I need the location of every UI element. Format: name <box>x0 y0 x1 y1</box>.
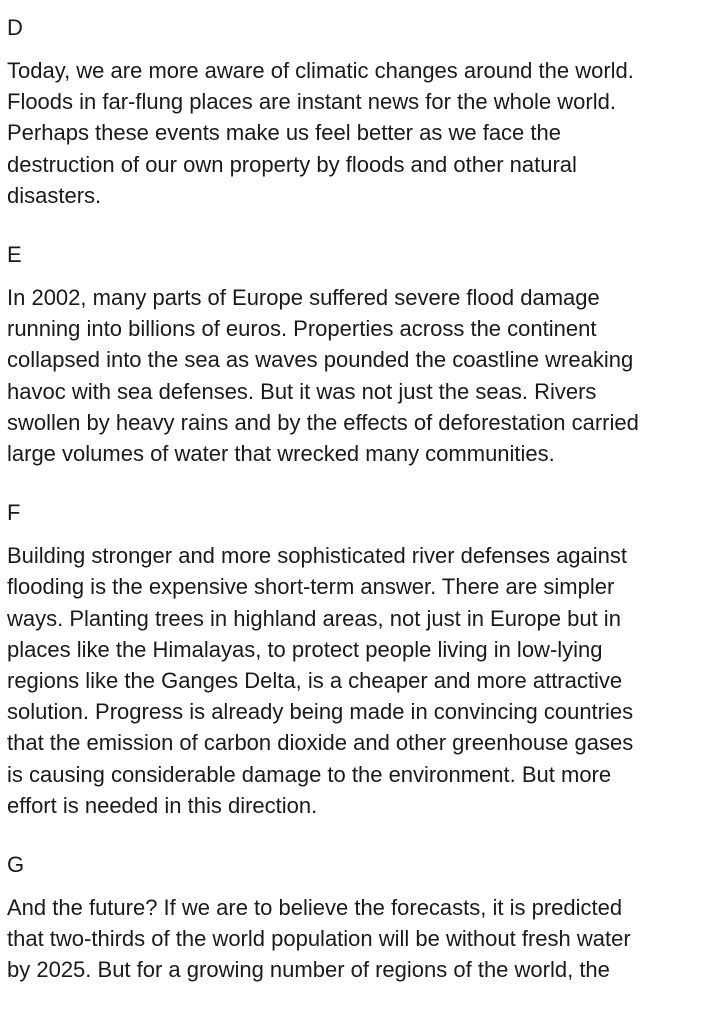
text-line: places like the Himalayas, to protect people living in low-lying <box>7 636 603 662</box>
text-line: swollen by heavy rains and by the effects of deforestation carried <box>7 409 639 435</box>
paragraph-g <box>7 892 707 986</box>
text-line: In 2002, many parts of Europe suffered severe flood damage <box>7 285 600 311</box>
text-line: havoc with sea defenses. But it was not just the seas. Rivers <box>7 378 597 404</box>
section-e <box>7 239 707 469</box>
text-line: that two-thirds of the world population will be without fresh water <box>7 926 631 952</box>
text-line: regions like the Ganges Delta, is a cheaper and more attractive <box>7 668 623 694</box>
paragraph-f <box>7 540 707 821</box>
section-letter: F <box>7 500 21 526</box>
section-letter: D <box>7 15 23 40</box>
section-d <box>7 12 707 211</box>
text-line: large volumes of water that wrecked many communities. <box>7 441 555 467</box>
section-letter: E <box>7 242 22 268</box>
text-line: destruction of our own property by floods and other natural <box>7 151 577 177</box>
text-line: is causing considerable damage to the environment. But more <box>7 761 612 787</box>
section-f <box>7 497 707 821</box>
text-line: Today, we are more aware of climatic changes around the world. <box>7 58 634 83</box>
paragraph-d <box>7 55 707 211</box>
text-line: And the future? If we are to believe the forecasts, it is predicted <box>7 895 623 921</box>
text-line: Floods in far-flung places are instant news for the whole world. <box>7 89 616 115</box>
section-letter: G <box>7 852 25 878</box>
text-line: collapsed into the sea as waves pounded the coastline wreaking <box>7 347 634 373</box>
text-line: by 2025. But for a growing number of regions of the world, the <box>7 957 610 983</box>
text-line: flooding is the expensive short-term answer. There are simpler <box>7 574 615 600</box>
text-line: that the emission of carbon dioxide and other greenhouse gases <box>7 730 634 756</box>
text-line: Building stronger and more sophisticated river defenses against <box>7 543 628 569</box>
text-line: Perhaps these events make us feel better as we face the <box>7 120 561 146</box>
text-line: ways. Planting trees in highland areas, not just in Europe but in <box>7 605 621 631</box>
text-line: effort is needed in this direction. <box>7 792 318 818</box>
text-line: solution. Progress is already being made in convincing countries <box>7 699 634 725</box>
paragraph-e <box>7 282 707 469</box>
document-page <box>7 12 707 1014</box>
text-line: disasters. <box>7 182 102 208</box>
section-g <box>7 849 707 986</box>
text-line: running into billions of euros. Properties across the continent <box>7 316 597 342</box>
